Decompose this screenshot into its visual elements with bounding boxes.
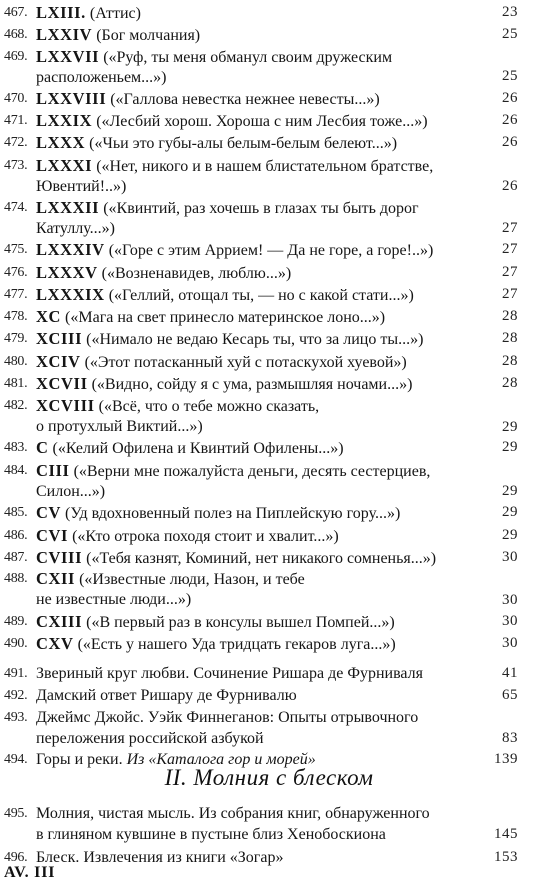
toc-entry — [0, 132, 538, 154]
page-number: 29 — [502, 439, 518, 455]
entry-title-text: Джеймс Джойс. Уэйк Финнеганов: Опыты отрывочного — [36, 709, 419, 726]
toc-entry — [0, 437, 538, 459]
toc-entry — [0, 373, 538, 395]
entry-number: 480. — [4, 354, 28, 369]
section-heading: II. Молния с блеском — [164, 765, 374, 790]
entry-title-text: Звериный круг любви. Сочинение Ришара де Фурниваля — [36, 665, 424, 682]
poem-roman-numeral: XC — [36, 307, 62, 326]
entry-title: Блеск. Извлечения из книги «Зогар» — [36, 849, 284, 866]
toc-entry — [0, 328, 538, 350]
toc-entry — [0, 306, 538, 328]
toc-entry — [0, 525, 538, 547]
page-number: 28 — [502, 375, 518, 391]
entry-title — [36, 525, 478, 547]
page-number: 27 — [502, 220, 518, 236]
entry-number: 479. — [4, 331, 28, 346]
poem-roman-numeral: LXXIX — [36, 111, 93, 130]
entry-title-continuation: в глиняном кувшине в пустыне близ Хенобоскиона — [36, 826, 386, 843]
poem-incipit: (Бог молчания) — [92, 27, 201, 44]
page-number: 25 — [502, 68, 518, 84]
poem-roman-numeral: XCVII — [36, 374, 88, 393]
entry-number: 483. — [4, 440, 28, 455]
entry-title — [36, 197, 478, 219]
entry-number: 471. — [4, 113, 28, 128]
entry-title — [36, 547, 478, 569]
poem-roman-numeral: LXXXII — [36, 198, 100, 217]
poem-roman-numeral: LXXXIX — [36, 285, 105, 304]
poem-incipit: («Келий Офилена и Квинтий Офилены...») — [48, 440, 344, 457]
poem-incipit: («Возненавидев, люблю...») — [97, 265, 292, 282]
poem-roman-numeral: CXIII — [36, 612, 83, 631]
poem-incipit: («В первый раз в консулы вышел Помпей...») — [82, 614, 395, 631]
page-number: 27 — [502, 286, 518, 302]
toc-entry — [0, 239, 538, 261]
entry-title — [36, 373, 478, 395]
entry-title — [36, 2, 478, 24]
entry-title — [36, 437, 478, 459]
entry-number: 492. — [4, 688, 28, 703]
page-number: 30 — [502, 613, 518, 629]
poem-roman-numeral: CXII — [36, 569, 76, 588]
poem-incipit: («Геллий, отощал ты, — но с какой стати...») — [104, 287, 414, 304]
entry-title — [36, 707, 478, 728]
poem-incipit: («Этот потасканный хуй с потаскухой хуевой») — [80, 354, 407, 371]
poem-roman-numeral: CIII — [36, 461, 70, 480]
toc-entry — [0, 395, 538, 439]
toc-entry — [0, 803, 538, 847]
toc-entry — [0, 633, 538, 655]
toc-entry — [0, 24, 538, 46]
poem-incipit: (Уд вдохновенный полез на Пиплейскую гору...») — [61, 505, 401, 522]
entry-number: 477. — [4, 287, 28, 302]
entry-title — [36, 502, 478, 524]
poem-incipit: (Аттис) — [85, 5, 141, 22]
entry-number: 487. — [4, 550, 28, 565]
entry-number: 469. — [4, 49, 28, 64]
entry-number: 493. — [4, 710, 28, 725]
entry-source: Из «Каталога гор и морей» — [126, 751, 316, 768]
entry-title: Молния, чистая мысль. Из собрания книг, обнаруженного — [36, 805, 430, 822]
entry-number: 486. — [4, 528, 28, 543]
page-number: 153 — [494, 849, 518, 865]
page-number: 139 — [494, 751, 518, 767]
poem-roman-numeral: C — [36, 438, 49, 457]
entry-title-continuation: Силон...») — [36, 483, 106, 500]
poem-incipit: («Кто отрока походя стоит и хвалит...») — [68, 528, 339, 545]
poem-roman-numeral: LXXXI — [36, 156, 93, 175]
entry-number: 490. — [4, 636, 28, 651]
entry-number: 485. — [4, 505, 28, 520]
entry-title — [36, 88, 478, 110]
toc-entry — [0, 707, 538, 751]
poem-roman-numeral: XCIII — [36, 329, 83, 348]
toc-entry — [0, 110, 538, 132]
toc-entry — [0, 847, 538, 869]
poem-roman-numeral: CXV — [36, 634, 74, 653]
toc-entry — [0, 568, 538, 612]
page-number: 29 — [502, 504, 518, 520]
entry-title-continuation: Катуллу...») — [36, 220, 115, 237]
page-number: 29 — [502, 483, 518, 499]
entry-title — [36, 611, 478, 633]
poem-roman-numeral: CVI — [36, 526, 69, 545]
entry-title — [36, 46, 478, 68]
entry-title — [36, 395, 478, 417]
poem-roman-numeral: XCVIII — [36, 396, 95, 415]
signature-mark: AV. III — [4, 864, 56, 881]
entry-title — [36, 568, 478, 590]
page-number: 27 — [502, 241, 518, 257]
poem-roman-numeral: LXXX — [36, 133, 86, 152]
entry-number: 496. — [4, 850, 28, 865]
entry-title — [36, 663, 478, 684]
poem-incipit: («Квинтий, раз хочешь в глазах ты быть дорог — [99, 200, 419, 217]
poem-incipit: («Есть у нашего Уда тридцать гекаров луга...») — [73, 636, 396, 653]
page-number: 28 — [502, 308, 518, 324]
entry-number: 488. — [4, 571, 28, 586]
poem-roman-numeral: CV — [36, 503, 62, 522]
poem-incipit: («Нимало не ведаю Кесарь ты, что за лицо ты...») — [82, 331, 424, 348]
entry-title — [36, 284, 478, 306]
page-number: 30 — [502, 635, 518, 651]
toc-entry — [0, 502, 538, 524]
poem-roman-numeral: LXXXV — [36, 263, 98, 282]
toc-entry — [0, 663, 538, 685]
entry-number: 481. — [4, 376, 28, 391]
poem-roman-numeral: LXXIV — [36, 25, 93, 44]
entry-title — [36, 351, 478, 373]
page-number: 25 — [502, 26, 518, 42]
entry-title-text: Горы и реки. — [36, 751, 127, 768]
poem-incipit: («Видно, сойду я с ума, размышляя ночами...») — [87, 376, 413, 393]
page-number: 27 — [502, 264, 518, 280]
poem-incipit: («Верни мне пожалуйста деньги, десять сестерциев, — [69, 463, 431, 480]
entry-title — [36, 262, 478, 284]
toc-entry — [0, 46, 538, 90]
entry-number: 468. — [4, 27, 28, 42]
entry-title — [36, 328, 478, 350]
entry-number: 474. — [4, 200, 28, 215]
poem-roman-numeral: LXXVII — [36, 47, 100, 66]
poem-incipit: («Лесбий хорош. Хороша с ним Лесбия тоже...») — [92, 113, 428, 130]
entry-title-continuation: Ювентий!..») — [36, 178, 127, 195]
toc-entry — [0, 547, 538, 569]
entry-number: 495. — [4, 806, 28, 821]
poem-roman-numeral: LXIII. — [36, 3, 86, 22]
toc-entry — [0, 351, 538, 373]
entry-number: 475. — [4, 242, 28, 257]
page-number: 28 — [502, 353, 518, 369]
page-number: 30 — [502, 592, 518, 608]
poem-roman-numeral: CVIII — [36, 548, 83, 567]
entry-title-continuation: о протухлый Виктий...») — [36, 418, 203, 435]
poem-incipit: («Мага на свет принесло материнское лоно...») — [61, 309, 386, 326]
toc-entry — [0, 262, 538, 284]
entry-number: 489. — [4, 614, 28, 629]
entry-title — [36, 132, 478, 154]
toc-entry — [0, 284, 538, 306]
entry-number: 470. — [4, 91, 28, 106]
page-number: 65 — [502, 687, 518, 703]
entry-title-text: Дамский ответ Ришару де Фурнивалю — [36, 687, 297, 704]
poem-incipit: («Горе с этим Аррием! — Да не горе, а горе!..») — [104, 242, 434, 259]
toc-entry — [0, 155, 538, 199]
entry-title — [36, 460, 478, 482]
entry-title — [36, 155, 478, 177]
entry-title-continuation: переложения российской азбукой — [36, 730, 264, 747]
page-number: 26 — [502, 90, 518, 106]
poem-roman-numeral: LXXVIII — [36, 89, 107, 108]
page-number: 26 — [502, 112, 518, 128]
page-number: 30 — [502, 549, 518, 565]
toc-entry — [0, 611, 538, 633]
poem-incipit: («Руф, ты меня обманул своим дружеским — [99, 49, 393, 66]
poem-roman-numeral: XCIV — [36, 352, 81, 371]
toc-entry — [0, 2, 538, 24]
page-number: 41 — [502, 665, 518, 681]
toc-entry — [0, 460, 538, 504]
entry-title — [36, 685, 478, 706]
entry-title-continuation: расположеньем...») — [36, 69, 167, 86]
entry-number: 482. — [4, 398, 28, 413]
entry-number: 473. — [4, 158, 28, 173]
entry-title — [36, 633, 478, 655]
poem-incipit: («Нет, никого и в нашем блистательном братстве, — [92, 158, 434, 175]
entry-number: 472. — [4, 135, 28, 150]
toc-entry — [0, 685, 538, 707]
page-number: 145 — [494, 826, 518, 842]
toc-entry — [0, 88, 538, 110]
poem-incipit: («Всё, что о тебе можно сказать, — [94, 398, 320, 415]
entry-number: 467. — [4, 5, 28, 20]
entry-title — [36, 24, 478, 46]
poem-incipit: («Чьи это губы-алы белым-белым белеют...») — [85, 135, 398, 152]
poem-roman-numeral: LXXXIV — [36, 240, 105, 259]
entry-number: 484. — [4, 463, 28, 478]
page-number: 23 — [502, 4, 518, 20]
poem-incipit: («Известные люди, Назон, и тебе — [75, 571, 305, 588]
page-number: 28 — [502, 330, 518, 346]
entry-number: 476. — [4, 265, 28, 280]
entry-number: 491. — [4, 666, 28, 681]
entry-title-continuation: не известные люди...») — [36, 591, 192, 608]
page-number: 29 — [502, 419, 518, 435]
page-number: 26 — [502, 178, 518, 194]
toc-entry — [0, 197, 538, 241]
page-number: 29 — [502, 527, 518, 543]
page-number: 83 — [502, 730, 518, 746]
entry-number: 494. — [4, 752, 28, 767]
entry-title — [36, 110, 478, 132]
poem-incipit: («Галлова невестка нежнее невесты...») — [106, 91, 380, 108]
entry-title — [36, 306, 478, 328]
entry-title — [36, 239, 478, 261]
page-number: 26 — [502, 134, 518, 150]
poem-incipit: («Тебя казнят, Коминий, нет никакого сомненья...») — [82, 550, 437, 567]
entry-number: 478. — [4, 309, 28, 324]
